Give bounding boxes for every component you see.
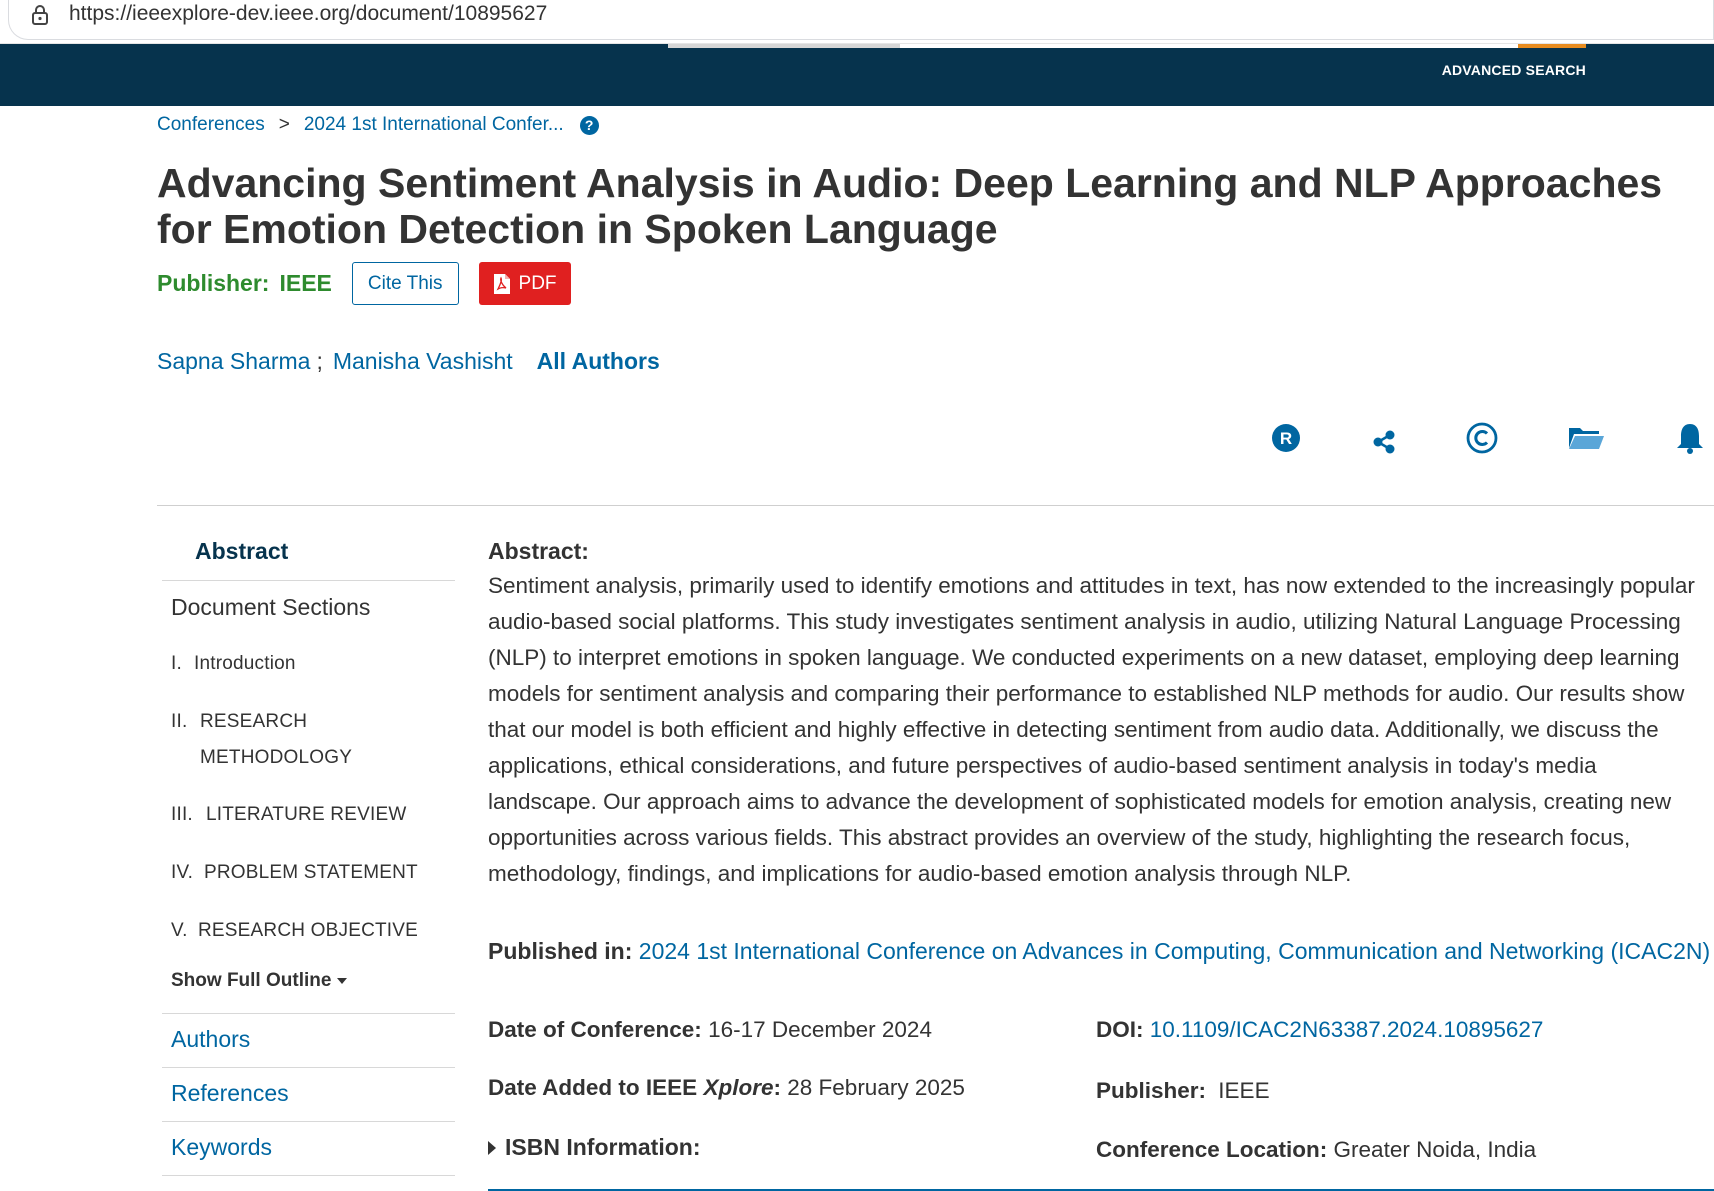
meta-value: IEEE bbox=[1218, 1078, 1270, 1103]
search-bar-segment bbox=[668, 44, 900, 48]
nav-section-3[interactable] bbox=[171, 804, 406, 826]
meta-label: Publisher: bbox=[1096, 1078, 1207, 1103]
author-link[interactable]: Sapna Sharma bbox=[157, 348, 311, 374]
pdf-label: PDF bbox=[518, 272, 557, 294]
all-authors-link[interactable]: All Authors bbox=[536, 348, 660, 374]
divider bbox=[157, 505, 1714, 506]
isbn-toggle[interactable] bbox=[488, 1134, 701, 1161]
nav-section-5[interactable] bbox=[171, 920, 418, 942]
divider bbox=[162, 1175, 455, 1176]
section-number: III. bbox=[171, 804, 193, 825]
section-label: PROBLEM STATEMENT bbox=[204, 862, 418, 883]
rights-icon[interactable] bbox=[1268, 420, 1304, 456]
folder-icon[interactable] bbox=[1566, 420, 1606, 456]
meta-colon: : bbox=[773, 1075, 781, 1100]
divider bbox=[162, 1121, 455, 1122]
meta-value: 16-17 December 2024 bbox=[708, 1017, 932, 1042]
bell-icon[interactable] bbox=[1672, 420, 1708, 456]
site-header bbox=[0, 44, 1714, 106]
meta-value: Greater Noida, India bbox=[1333, 1137, 1537, 1162]
conference-link[interactable]: 2024 1st International Conference on Advances in Computing, Communication and Networking (ICAC2N) bbox=[638, 938, 1711, 964]
browser-address-bar bbox=[0, 0, 1714, 44]
date-added bbox=[488, 1075, 965, 1101]
nav-abstract[interactable]: Abstract bbox=[195, 538, 289, 564]
breadcrumb-conferences[interactable]: Conferences bbox=[157, 114, 265, 135]
breadcrumb-separator: > bbox=[278, 114, 290, 135]
section-label: METHODOLOGY bbox=[200, 747, 353, 768]
published-in bbox=[488, 938, 1710, 965]
pdf-icon bbox=[493, 273, 511, 295]
nav-references[interactable]: References bbox=[171, 1080, 289, 1106]
nav-keywords[interactable]: Keywords bbox=[171, 1134, 272, 1160]
abstract-section bbox=[488, 536, 1698, 892]
isbn-label: ISBN Information: bbox=[505, 1134, 701, 1160]
search-button-edge[interactable] bbox=[1518, 44, 1586, 48]
section-number: IV. bbox=[171, 862, 194, 883]
search-bar-edge[interactable] bbox=[668, 44, 1586, 48]
lock-icon[interactable] bbox=[31, 4, 49, 26]
meta-label: DOI: bbox=[1096, 1017, 1144, 1042]
section-number: V. bbox=[171, 920, 188, 941]
url-field[interactable] bbox=[8, 0, 1714, 40]
section-label: LITERATURE REVIEW bbox=[206, 804, 407, 825]
section-label: RESEARCH OBJECTIVE bbox=[198, 920, 419, 941]
show-full-outline-button[interactable] bbox=[171, 970, 347, 992]
conference-location bbox=[1096, 1137, 1536, 1163]
author-separator: ; bbox=[316, 348, 323, 374]
copyright-icon[interactable] bbox=[1464, 420, 1500, 456]
publisher-value: IEEE bbox=[279, 270, 332, 296]
meta-label: Date of Conference: bbox=[488, 1017, 702, 1042]
publisher-row bbox=[157, 262, 571, 305]
section-label: Introduction bbox=[194, 653, 296, 674]
advanced-search-link[interactable]: ADVANCED SEARCH bbox=[1441, 62, 1586, 78]
authors-row bbox=[157, 348, 660, 375]
nav-section-1[interactable] bbox=[171, 653, 296, 675]
section-label: RESEARCH bbox=[200, 711, 308, 732]
caret-down-icon bbox=[337, 978, 347, 984]
pdf-button[interactable] bbox=[479, 262, 571, 305]
divider bbox=[162, 1013, 455, 1014]
svg-text:R: R bbox=[1279, 429, 1293, 448]
section-number: I. bbox=[171, 653, 182, 674]
abstract-text: Sentiment analysis, primarily used to identify emotions and attitudes in text, has now extended to the increasingly popular audio-based social platforms. This study investigates sentiment analysis in audio, utilizing Natural Language Processing (NLP) to interpret emotions in spoken language. We conducted experiments on a new dataset, employing deep learning models for sentiment analysis and comparing their performance to established NLP methods for audio. Our results show that our model is both efficient and highly effective in detecting sentiment from audio data. Additionally, we discuss the applications, ethical considerations, and future perspectives of audio-based sentiment analysis in today's media landscape. Our approach aims to advance the development of sophisticated models for emotion analysis, creating new opportunities across various fields. This abstract provides an overview of the study, highlighting the research focus, methodology, findings, and implications for audio-based emotion analysis through NLP. bbox=[488, 573, 1695, 886]
publisher-label: Publisher: bbox=[157, 270, 270, 296]
cite-this-button[interactable]: Cite This bbox=[352, 262, 459, 305]
publisher-meta bbox=[1096, 1078, 1270, 1104]
nav-section-4[interactable] bbox=[171, 862, 418, 884]
section-number: II. bbox=[171, 711, 188, 732]
url-text[interactable]: https://ieeexplore-dev.ieee.org/document/10895627 bbox=[69, 2, 548, 25]
abstract-heading: Abstract: bbox=[488, 538, 589, 564]
show-outline-label: Show Full Outline bbox=[171, 970, 332, 991]
date-of-conference bbox=[488, 1017, 932, 1043]
share-icon[interactable] bbox=[1366, 420, 1402, 456]
caret-right-icon bbox=[488, 1141, 496, 1155]
page-title: Advancing Sentiment Analysis in Audio: Deep Learning and NLP Approaches for Emotion Detection in Spoken Language bbox=[157, 160, 1663, 252]
help-icon[interactable]: ? bbox=[580, 116, 599, 135]
meta-label: Date Added to IEEE bbox=[488, 1075, 698, 1100]
divider bbox=[162, 1067, 455, 1068]
doi bbox=[1096, 1017, 1543, 1043]
nav-section-2[interactable] bbox=[171, 711, 307, 733]
divider bbox=[162, 580, 455, 581]
meta-value: 28 February 2025 bbox=[787, 1075, 965, 1100]
author-link[interactable]: Manisha Vashisht bbox=[332, 348, 513, 374]
nav-authors[interactable]: Authors bbox=[171, 1026, 251, 1052]
nav-document-sections-heading: Document Sections bbox=[171, 594, 371, 620]
breadcrumb-conference[interactable]: 2024 1st International Confer... bbox=[303, 114, 564, 135]
nav-section-2-cont[interactable] bbox=[200, 747, 352, 769]
breadcrumb bbox=[157, 114, 599, 136]
doi-link[interactable]: 10.1109/ICAC2N63387.2024.10895627 bbox=[1149, 1017, 1544, 1042]
meta-label-italic: Xplore bbox=[703, 1075, 774, 1100]
published-in-label: Published in: bbox=[488, 938, 633, 964]
meta-label: Conference Location: bbox=[1096, 1137, 1328, 1162]
